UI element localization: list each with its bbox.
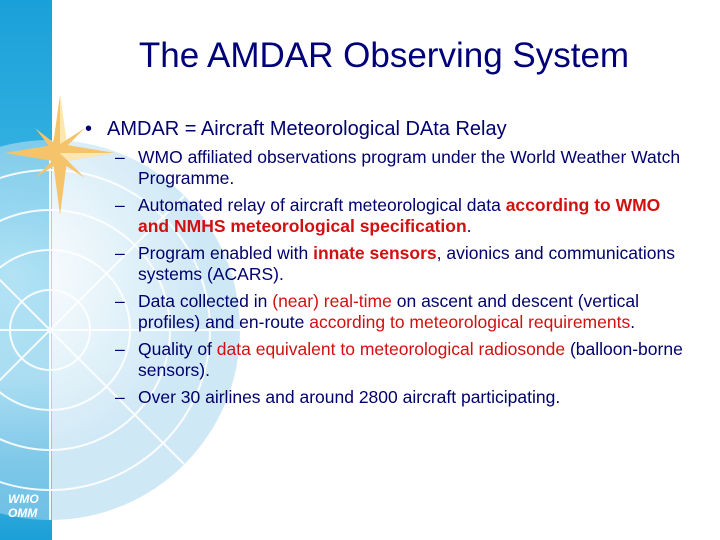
text-segment: , avionics and communications systems (ACARS). xyxy=(138,243,675,284)
wmo-logo xyxy=(8,492,39,520)
sub-bullet-text xyxy=(138,195,683,237)
text-segment: on ascent and descent (vertical profiles) and en-route xyxy=(138,291,639,332)
sub-bullet-text xyxy=(138,387,683,408)
sub-bullet-text xyxy=(138,291,683,333)
sub-bullet-text xyxy=(138,243,683,285)
sub-bullet xyxy=(115,387,695,408)
dash-mark: – xyxy=(115,195,125,215)
text-segment: Program enabled with xyxy=(138,243,314,263)
dash-mark: – xyxy=(115,291,125,311)
logo-line: OMM xyxy=(8,506,38,520)
logo-line: WMO xyxy=(8,492,39,506)
text-segment: . xyxy=(630,312,636,332)
dash-mark: – xyxy=(115,147,125,167)
highlight-text: innate sensors xyxy=(313,243,437,263)
bullet-mark: • xyxy=(85,118,93,140)
dash-mark: – xyxy=(115,387,125,407)
dash-mark: – xyxy=(115,339,125,359)
sub-bullet-list xyxy=(115,147,695,408)
text-segment: Over 30 airlines and around 2800 aircraft participating. xyxy=(138,387,561,407)
content xyxy=(85,118,695,414)
text-segment: Automated relay of aircraft meteorological data xyxy=(138,195,506,215)
sub-bullet-text xyxy=(138,147,683,189)
text-segment: WMO affiliated observations program under the World Weather Watch Programme. xyxy=(138,147,681,188)
sub-bullet xyxy=(115,291,695,333)
sub-bullet-text xyxy=(138,339,683,381)
main-bullet xyxy=(85,118,695,141)
sub-bullet xyxy=(115,339,695,381)
bullet-text: AMDAR = Aircraft Meteorological DAta Relay xyxy=(107,118,507,140)
sub-bullet xyxy=(115,243,695,285)
slide-title: The AMDAR Observing System xyxy=(138,36,630,75)
text-segment: Data collected in xyxy=(138,291,273,311)
highlight-text: (near) real-time xyxy=(272,291,392,311)
sub-bullet xyxy=(115,195,695,237)
highlight-text: data equivalent to meteorological radiosonde xyxy=(216,339,566,359)
highlight-text: according to WMO and NMHS meteorological specification xyxy=(138,195,661,236)
highlight-text: according to meteorological requirements xyxy=(309,312,631,332)
dash-mark: – xyxy=(115,243,125,263)
text-segment: . xyxy=(466,216,472,236)
text-segment: Quality of xyxy=(138,339,217,359)
sub-bullet xyxy=(115,147,695,189)
text-segment: (balloon-borne sensors). xyxy=(138,339,683,380)
